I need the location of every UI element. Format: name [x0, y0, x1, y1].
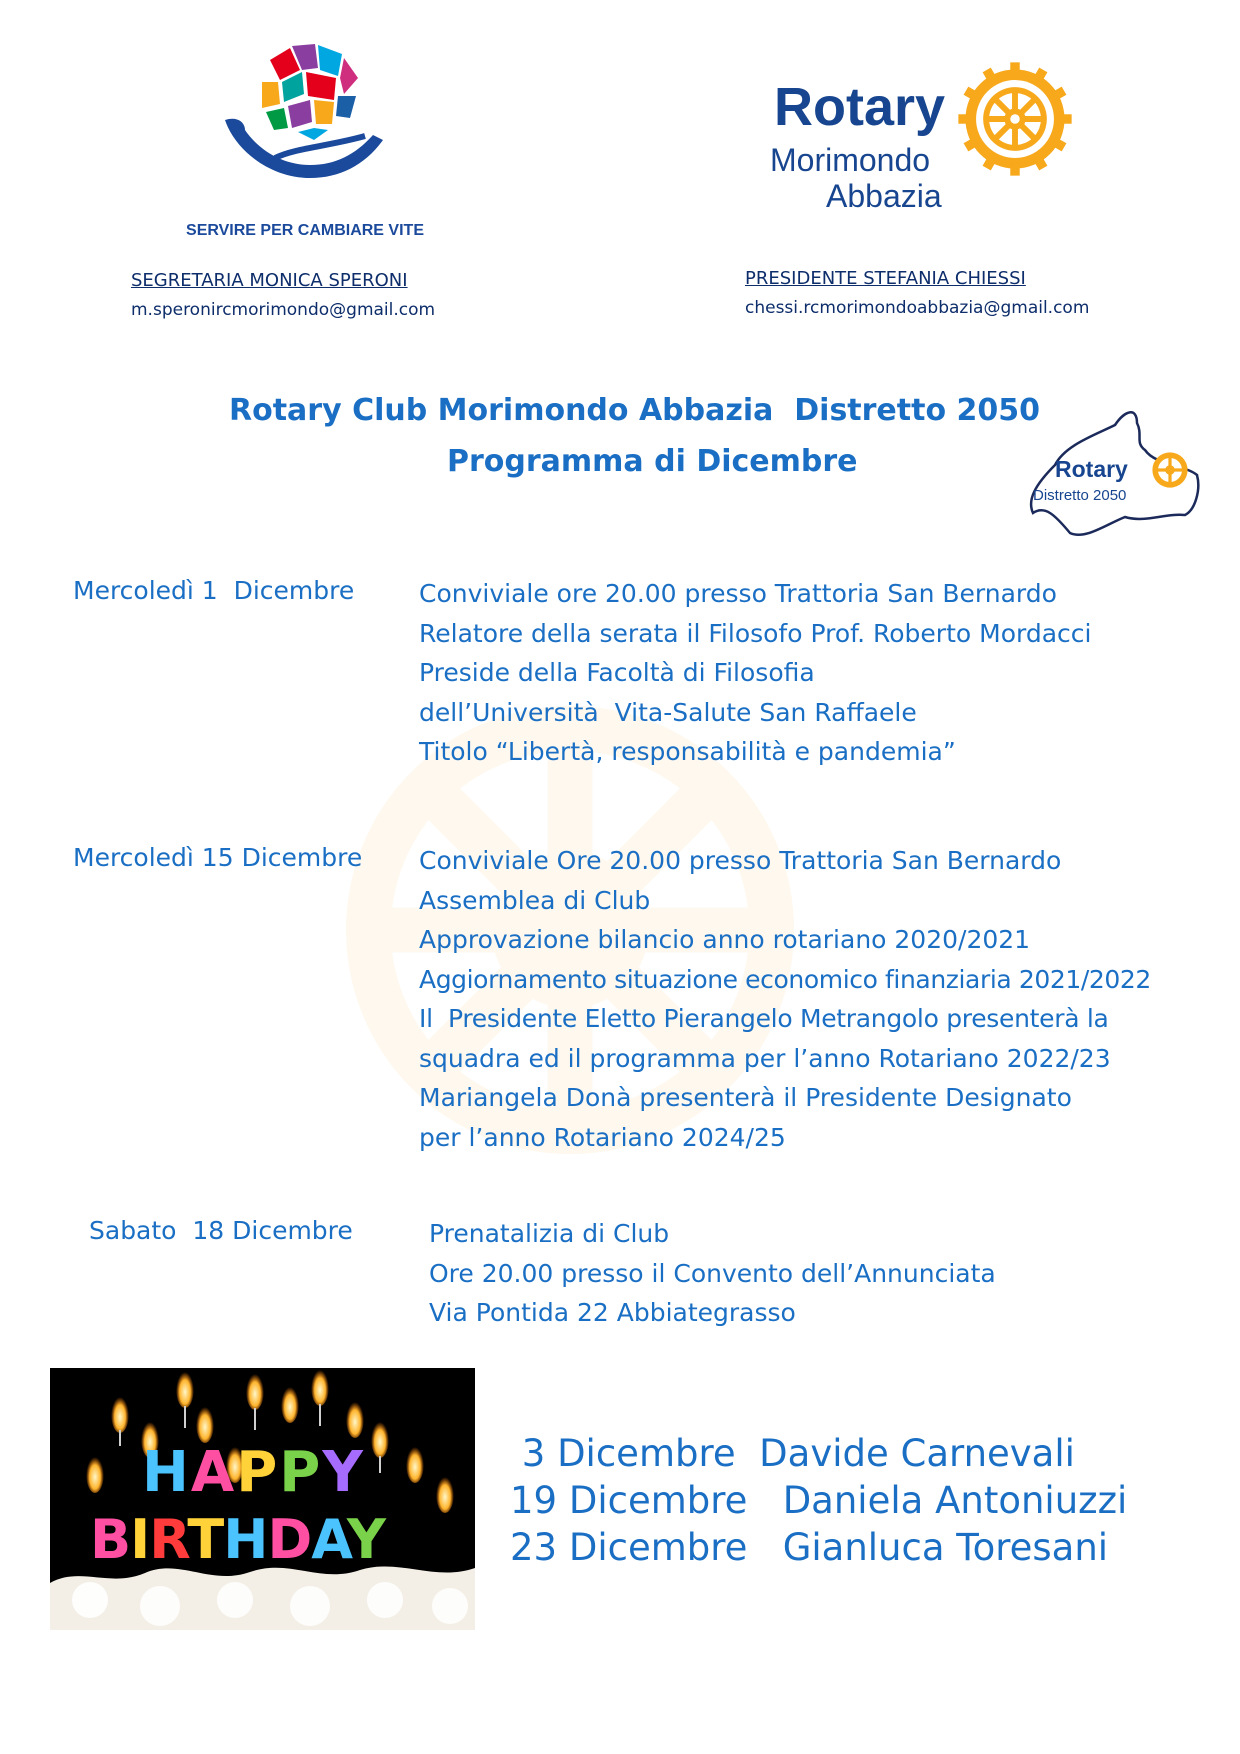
event-details-3	[429, 1214, 996, 1333]
birthday-item-3: 23 Dicembre Gianluca Toresani	[510, 1526, 1109, 1569]
event-2-line-2: Assemblea di Club	[419, 885, 651, 915]
birthday-item-1: 3 Dicembre Davide Carnevali	[510, 1432, 1075, 1475]
district-logo	[1025, 405, 1203, 545]
event-date-1: Mercoledì 1 Dicembre	[73, 576, 355, 605]
birthday-letters-happy	[142, 1440, 365, 1505]
letter-p2: P	[279, 1440, 323, 1505]
servire-logo	[215, 40, 395, 190]
globe-hand-icon	[215, 40, 395, 190]
president-email[interactable]: chessi.rcmorimondoabbazia@gmail.com	[745, 298, 1090, 318]
event-1-line-5: Titolo “Libertà, responsabilità e pandemia”	[419, 737, 956, 766]
letter-h2: H	[223, 1508, 268, 1571]
letter-y1: Y	[322, 1440, 365, 1505]
district-number: Distretto 2050	[1033, 487, 1127, 504]
secretary-label: SEGRETARIA MONICA SPERONI	[131, 270, 408, 291]
happy-birthday-image	[50, 1368, 475, 1630]
rotary-wheel-icon	[956, 60, 1074, 178]
letter-d: D	[267, 1508, 312, 1571]
president-label: PRESIDENTE STEFANIA CHIESSI	[745, 268, 1026, 289]
page-title-line2: Programma di Dicembre	[447, 444, 858, 479]
event-3-line-2: Ore 20.00 presso il Convento dell’Annunciata	[429, 1258, 996, 1288]
rotary-wordmark: Rotary	[774, 77, 946, 137]
letter-r: R	[149, 1508, 188, 1571]
birthday-list	[510, 1430, 1127, 1571]
rotary-club-logo	[770, 60, 1070, 220]
event-1-line-4: dell’Università Vita-Salute San Raffaele	[419, 697, 917, 727]
page-title-line1: Rotary Club Morimondo Abbazia Distretto 2050	[229, 393, 1041, 428]
letter-h: H	[142, 1440, 191, 1505]
event-date-2: Mercoledì 15 Dicembre	[73, 843, 363, 872]
letter-b: B	[90, 1508, 131, 1571]
letter-t: T	[187, 1508, 224, 1571]
event-1-line-3: Preside della Facoltà di Filosofia	[419, 658, 815, 687]
letter-p1: P	[236, 1440, 280, 1505]
event-date-3: Sabato 18 Dicembre	[89, 1216, 353, 1245]
birthday-item-2: 19 Dicembre Daniela Antoniuzzi	[510, 1479, 1128, 1522]
letter-i: I	[130, 1508, 150, 1571]
event-2-line-3: Approvazione bilancio anno rotariano 2020/2021	[419, 925, 1031, 954]
letter-a: A	[190, 1440, 237, 1505]
district-rotary-word: Rotary	[1055, 456, 1128, 482]
district-rotary-wheel-icon	[1150, 450, 1190, 490]
event-1-line-2: Relatore della serata il Filosofo Prof. Roberto Mordacci	[419, 618, 1092, 648]
event-3-line-1: Prenatalizia di Club	[429, 1219, 670, 1248]
event-2-line-8: per l’anno Rotariano 2024/25	[419, 1122, 786, 1152]
event-2-line-1: Conviviale Ore 20.00 presso Trattoria San Bernardo	[419, 846, 1062, 875]
servire-slogan: SERVIRE PER CAMBIARE VITE	[186, 222, 424, 239]
event-1-line-1: Conviviale ore 20.00 presso Trattoria San Bernardo	[419, 579, 1057, 608]
club-name-line2: Abbazia	[826, 178, 942, 214]
event-2-line-6: squadra ed il programma per l’anno Rotariano 2022/23	[419, 1043, 1111, 1073]
secretary-email[interactable]: m.speronircmorimondo@gmail.com	[131, 300, 436, 320]
event-details-2	[419, 841, 1151, 1157]
birthday-letters-birthday	[90, 1508, 385, 1571]
letter-a2: A	[311, 1508, 347, 1571]
event-2-line-7: Mariangela Donà presenterà il Presidente Designato	[419, 1083, 1072, 1112]
event-details-1	[419, 574, 1091, 772]
letter-y2: Y	[346, 1508, 386, 1571]
club-name-line1: Morimondo	[770, 142, 931, 178]
event-3-line-3: Via Pontida 22 Abbiategrasso	[429, 1298, 796, 1327]
event-2-line-4: Aggiornamento situazione economico finanziaria 2021/2022	[419, 964, 1151, 994]
event-2-line-5: Il Presidente Eletto Pierangelo Metrangolo presenterà la	[419, 1004, 1109, 1033]
